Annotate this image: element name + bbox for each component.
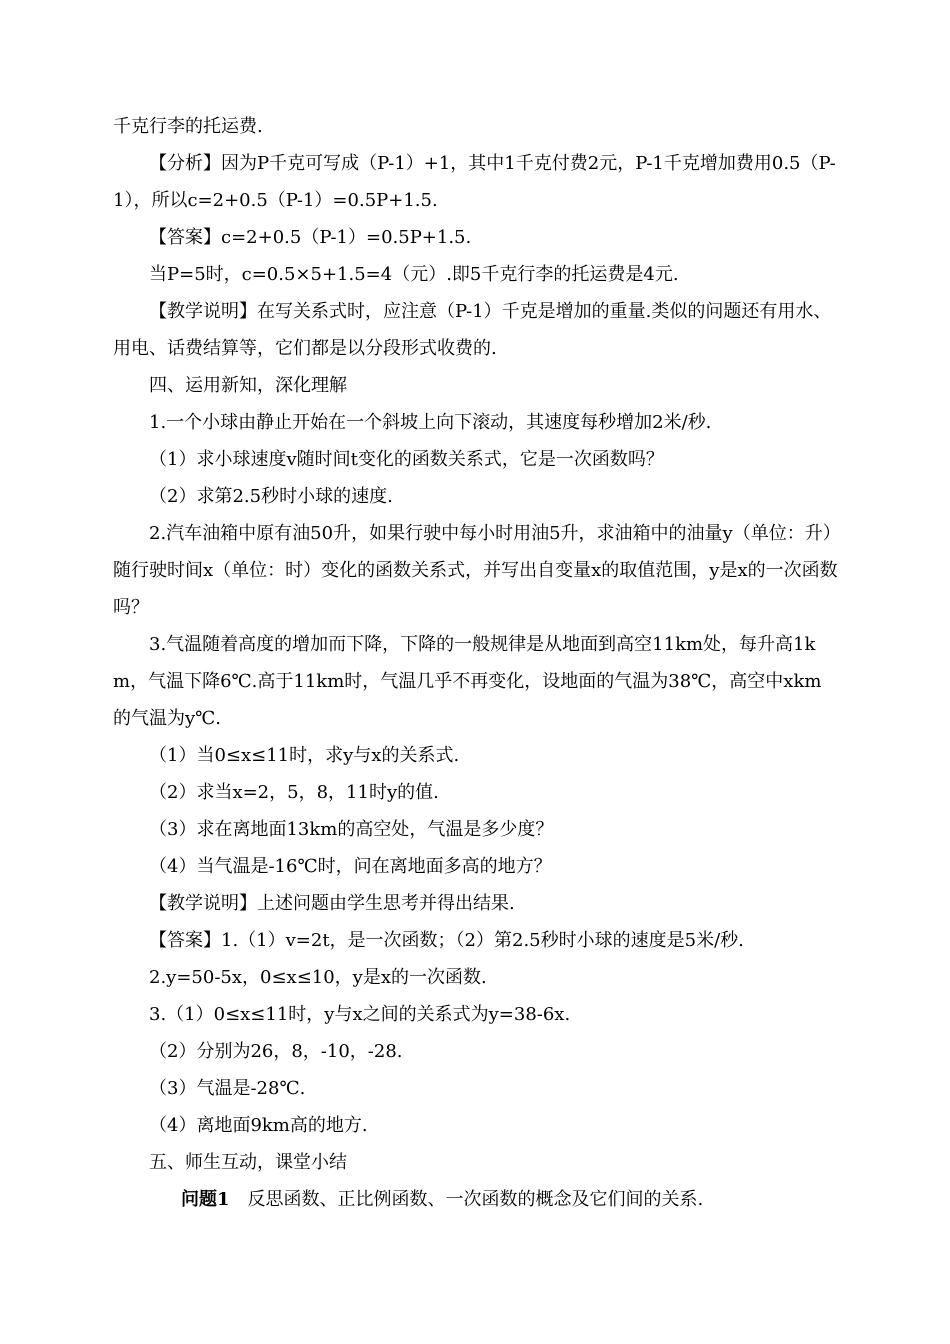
teaching-note-paragraph: 【教学说明】在写关系式时，应注意（P-1）千克是增加的重量.类似的问题还有用水、用电、话费结算等，它们都是以分段形式收费的.	[113, 301, 832, 359]
section-heading: 五、师生互动，课堂小结	[149, 1152, 347, 1173]
analysis-paragraph: 【分析】因为P千克可写成（P-1）+1，其中1千克付费2元，P-1千克增加费用0.5（P-1），所以c=2+0.5（P-1）=0.5P+1.5.	[113, 153, 836, 211]
answer-line: （2）分别为26，8，-10，-28.	[149, 1041, 403, 1062]
question-text: 反思函数、正比例函数、一次函数的概念及它们间的关系.	[247, 1189, 704, 1210]
text-line: 千克行李的托运费.	[113, 116, 263, 137]
problem-1: 1.一个小球由静止开始在一个斜坡上向下滚动，其速度每秒增加2米/秒.	[149, 412, 712, 433]
answer-line: 【答案】c=2+0.5（P-1）=0.5P+1.5.	[149, 227, 472, 248]
question-label: 问题1	[181, 1189, 230, 1210]
problem-3-part-3: （3）求在离地面13km的高空处，气温是多少度？	[149, 819, 554, 840]
problem-3: 3.气温随着高度的增加而下降，下降的一般规律是从地面到高空11km处，每升高1km，气温下降6℃.高于11km时，气温几乎不再变化，设地面的气温为38℃，高空中xkm的气温为y℃.	[113, 634, 822, 729]
text-line: 当P=5时，c=0.5×5+1.5=4（元）.即5千克行李的托运费是4元.	[149, 264, 679, 285]
teaching-note-line: 【教学说明】上述问题由学生思考并得出结果.	[149, 893, 515, 914]
answer-line: （4）离地面9km高的地方.	[149, 1115, 368, 1136]
answer-line: 3.（1）0≤x≤11时，y与x之间的关系式为y=38-6x.	[149, 1004, 571, 1025]
problem-1-part-1: （1）求小球速度v随时间t变化的函数关系式，它是一次函数吗？	[149, 449, 664, 470]
document-body	[113, 108, 838, 1218]
question-line	[113, 1181, 838, 1218]
problem-3-part-1: （1）当0≤x≤11时，求y与x的关系式.	[149, 745, 460, 766]
section-heading: 四、运用新知，深化理解	[149, 375, 347, 396]
problem-2: 2.汽车油箱中原有油50升，如果行驶中每小时用油5升，求油箱中的油量y（单位：升）随行驶时间x（单位：时）变化的函数关系式，并写出自变量x的取值范围，y是x的一次函数吗？	[113, 523, 838, 618]
problem-3-part-4: （4）当气温是-16℃时，问在离地面多高的地方？	[149, 856, 552, 877]
answer-line: 2.y=50-5x，0≤x≤10，y是x的一次函数.	[149, 967, 487, 988]
answer-line: 【答案】1.（1）v=2t，是一次函数；（2）第2.5秒时小球的速度是5米/秒.	[149, 930, 744, 951]
answer-line: （3）气温是-28℃.	[149, 1078, 306, 1099]
problem-3-part-2: （2）求当x=2，5，8，11时y的值.	[149, 782, 439, 803]
problem-1-part-2: （2）求第2.5秒时小球的速度.	[149, 486, 393, 507]
